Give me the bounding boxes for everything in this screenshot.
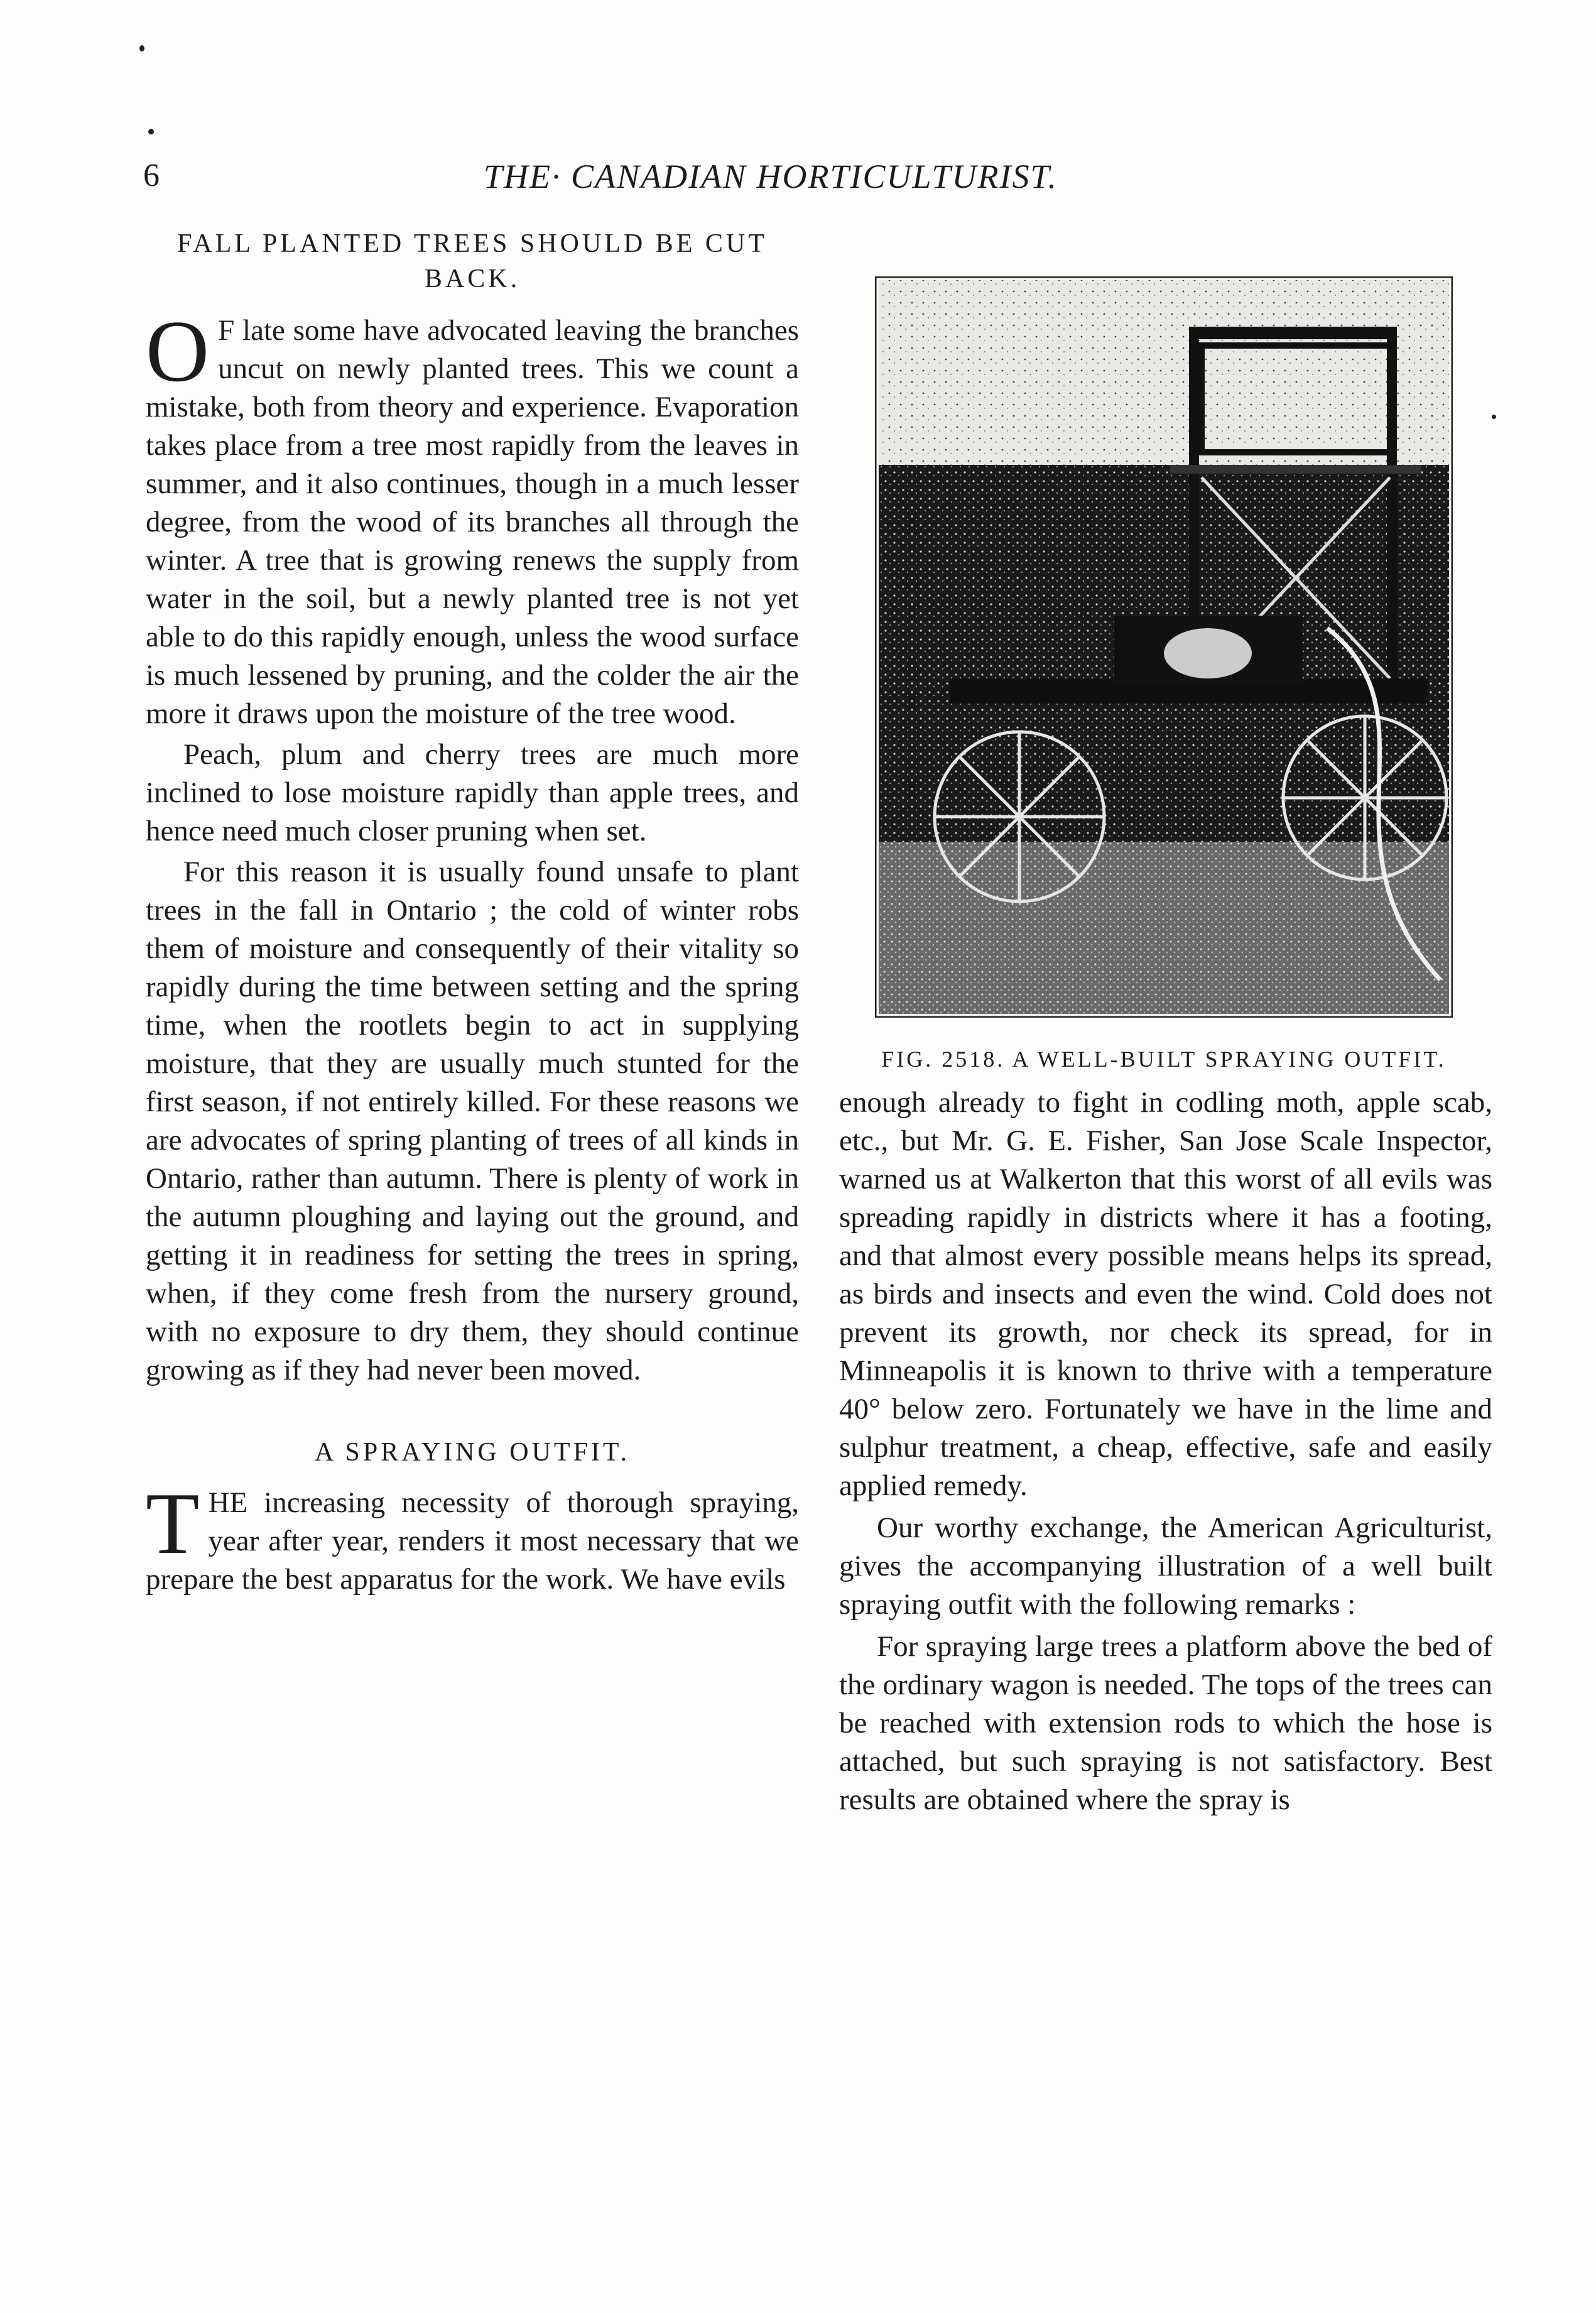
spraying-outfit-illustration [875, 276, 1453, 1018]
article1-paragraph-3: For this reason it is usually found unsafe to plant trees in the fall in Ontario ; the cold of winter robs them of moisture and consequently of their vitality so rapidly during the time between setting and the spring time, when the rootlets begin to act in supplying moisture, that they are usually much stunted for the first season, if not entirely killed. For these reasons we are advocates of spring planting of trees of all kinds in Ontario, rather than autumn. There is plenty of work in the autumn ploughing and laying out the ground, and getting it in readiness for setting the trees in spring, when, if they come fresh from the nursery ground, with no exposure to dry them, they should continue growing as if they had never been moved. [146, 856, 799, 1386]
article1-paragraph-2: Peach, plum and cherry trees are much more inclined to lose moisture rapidly than apple trees, and hence need much closer pruning when set. [146, 738, 799, 847]
article1-paragraph-1 [146, 303, 799, 733]
margin-mark-right [1492, 415, 1496, 419]
margin-mark-dot [148, 129, 154, 134]
figure-caption: FIG. 2518. A WELL-BUILT SPRAYING OUTFIT. [881, 1047, 1447, 1072]
article2-paragraph-3: For spraying large trees a platform above the bed of the ordinary wagon is needed. The tops of the trees can be reached with extension rods to which the hose is attached, but such spraying is not satisfactory. Best results are obtained where the spray is [839, 1630, 1492, 1816]
drop-cap-t: T [146, 1475, 200, 1572]
page-number: 6 [143, 158, 160, 193]
article2-paragraph-1-start-text: HE increasing necessity of thorough spraying, year after year, renders it most necessary that we prepare the best apparatus for the work. We have evils [146, 1486, 799, 1596]
left-column [146, 226, 799, 1599]
drop-cap-o: O [146, 303, 210, 400]
article2-paragraph-1-start [146, 1475, 799, 1599]
running-head [0, 157, 1596, 201]
article2-paragraph-1-continued: enough already to fight in codling moth, apple scab, etc., but Mr. G. E. Fisher, San Jose Scale Inspector, warned us at Walkerton that this worst of all evils was spreading rapidly in districts where it has a footing, and that almost every possible means helps its spread, as birds and insects and even the wind. Cold does not prevent its growth, nor check its spread, for in Minneapolis it is known to thrive with a temperature 40° below zero. Fortunately we have in the lime and sulphur treatment, a cheap, effective, safe and easily applied remedy. [839, 1086, 1492, 1502]
article-title-spraying-outfit: A SPRAYING OUTFIT. [315, 1438, 630, 1467]
margin-mark-top [139, 45, 144, 52]
journal-title: THE· CANADIAN HORTICULTURIST. [484, 158, 1058, 195]
spraying-wagon-image [875, 276, 1453, 1018]
article-title-fall-planted-trees: FALL PLANTED TREES SHOULD BE CUT BACK. [177, 229, 768, 293]
right-column [839, 1084, 1492, 1819]
article2-paragraph-2: Our worthy exchange, the American Agriculturist, gives the accompanying illustration of a well built spraying outfit with the following remarks : [839, 1511, 1492, 1621]
article1-paragraph-1-text: F late some have advocated leaving the branches uncut on newly planted trees. This we count a mistake, both from theory and experience. Evaporation takes place from a tree most rapidly from the leaves in summer, and it also continues, though in a much lesser degree, from the wood of its branches all through the winter. A tree that is growing renews the supply from water in the soil, but a newly planted tree is not yet able to do this rapidly enough, unless the wood surface is much lessened by pruning, and the colder the air the more it draws upon the moisture of the tree wood. [146, 314, 799, 730]
